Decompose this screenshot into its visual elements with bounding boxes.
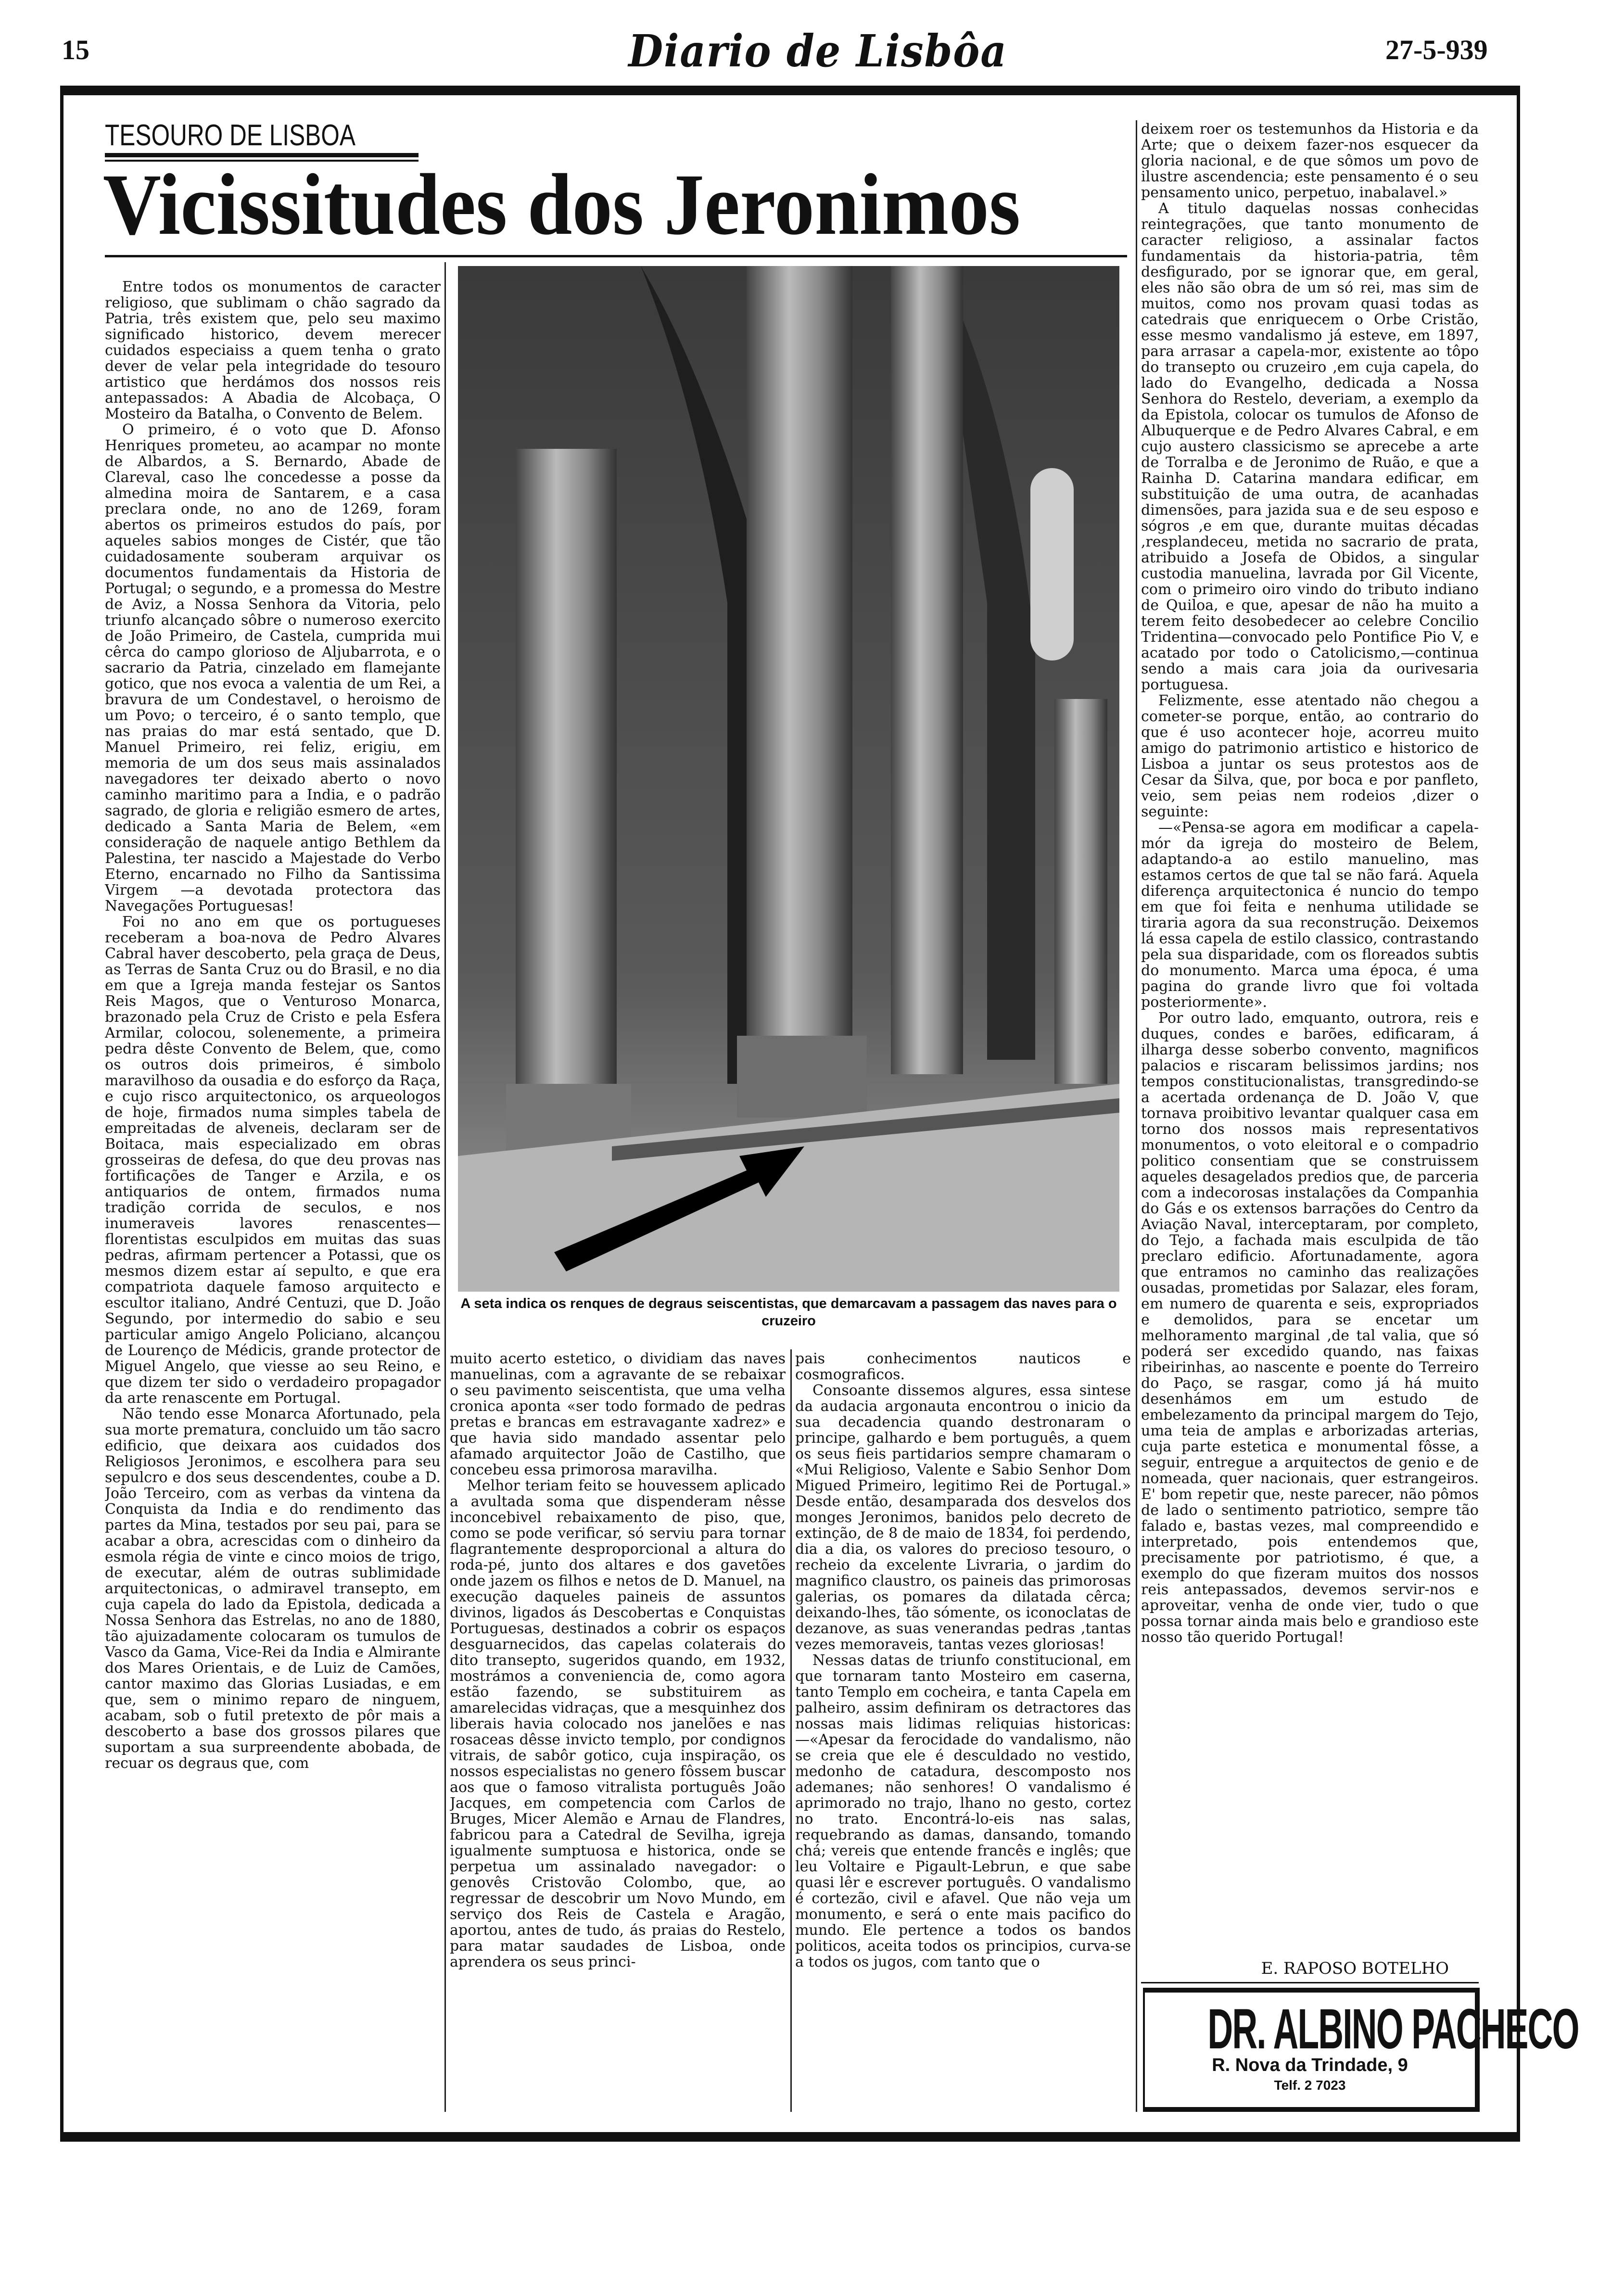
paragraph: Não tendo esse Monarca Afortunado, pela sua morte prematura, concluido um tão sacro edificio, que deixara aos cuidados dos Religiosos Jeronimos, e escolhera para seu sepulcro e dos seus descendentes, coube a D. João Terceiro, com as verbas da vintena da Conquista da India e do rendimento das partes da Mina, testados por seu pai, para se acabar a obra, acrescidas com o dinheiro da esmola régia de vinte e cinco moios de trigo, de executar, além de outras sublimidade arquitectonicas, o admiravel transepto, em cuja capela do lado da Epistola, dedicada a Nossa Senhora das Estrelas, no ano de 1880, tão ajuizadamente colocaram os tumulos de Vasco da Gama, Vice-Rei da India e Almirante dos Mares Orientais, e de Luiz de Camões, cantor maximo das Glorias Lusiadas, e em que, sem o minimo reparo de ninguem, acabam, sob o futil pretexto de pôr mais a descoberto a base dos grossos pilares que suportam a sua surpreendente abobada, de recuar os degraus que, com	[105, 1406, 441, 1772]
paragraph: pais conhecimentos nauticos e cosmograficos.	[795, 1351, 1131, 1383]
column-divider	[1136, 120, 1137, 2112]
ad-rule	[1141, 1982, 1479, 1983]
issue-date: 27-5-939	[1385, 34, 1488, 65]
paragraph: muito acerto estetico, o dividiam das naves manuelinas, com a agravante de se rebaixar o seu pavimento seiscentista, que uma velha cronica aponta «ser todo formado de pedras pretas e brancas em estravagante xadrez» e que havia sido mandado assentar pelo afamado arquitector João de Castilho, que concebeu essa primorosa maravilha.	[450, 1351, 786, 1478]
column-divider	[444, 262, 446, 2112]
page-number: 15	[62, 34, 89, 65]
article-column-2	[450, 1351, 786, 2112]
paragraph: Melhor teriam feito se houvessem aplicado a avultada soma que dispenderam nêsse inconcebivel rebaixamento de piso, que, como se pode verificar, só serviu para tornar flagrantemente desproporcional a altura do roda-pé, junto dos altares e dos gavetões onde jazem os filhos e netos de D. Manuel, na execução daqueles paineis de assuntos divinos, ligados ás Descobertas e Conquistas Portuguesas, destinados a cobrir os espaços desguarnecidos, das capelas colaterais do dito transepto, sugeridos quando, em 1932, mostrámos a conveniencia de, como agora estão fazendo, se substituirem as amarelecidas vidraças, que a mesquinhez dos liberais havia colocado nos janelões e nas rosaceas dêsse invicto templo, por condignos vitrais, de sabôr gotico, cuja inspiração, os nossos especialistas no genero fôssem buscar aos que o famoso vitralista português João Jacques, em competencia com Carlos de Bruges, Micer Alemão e Arnau de Flandres, fabricou para a Catedral de Sevilha, igreja igualmente sumptuosa e historica, onde se perpetua um assinalado navegador: o genovês Cristovão Colombo, que, ao regressar de descobrir um Novo Mundo, em serviço dos Reis de Castela e Aragão, aportou, antes de tudo, ás praias do Restelo, para matar saudades de Lisboa, onde aprendera os seus princi-	[450, 1477, 786, 1970]
article-column-1	[105, 279, 441, 2112]
advertisement-box	[1143, 1988, 1579, 2112]
section-kicker: TESOURO DE LISBOA	[105, 119, 355, 152]
photo-caption: A seta indica os renques de degraus seiscentistas, que demarcavam a passagem das naves para o cruzeiro	[460, 1296, 1117, 1329]
ad-name: DR. ALBINO PACHECO	[1207, 1997, 1579, 2061]
headline: Vicissitudes dos Jeronimos	[103, 156, 1021, 253]
author-signature: E. RAPOSO BOTELHO	[1261, 1959, 1449, 1978]
photo-jeronimos-interior	[458, 266, 1119, 1292]
paragraph: Por outro lado, emquanto, outrora, reis e duques, condes e barões, edificaram, á ilharga desse soberbo convento, magnificos palacios e riscaram belissimos jardins; nos tempos constitucionalistas, transgredindo-se a acertada ordenança de D. João V, que tornava proibitivo levantar qualquer casa em torno dos nossos mais representativos monumentos, o voto eleitoral e o compadrio politico consentiam que se construissem aqueles desagelados predios que, de parceria com a indecorosas instalações da Companhia do Gás e os extensos barrações do Centro da Aviação Naval, interceptaram, por completo, do Tejo, a fachada mais esculpida de tão preclaro edificio. Afortunadamente, agora que entramos no caminho das realizações ousadas, prometidas por Salazar, eles foram, em numero de quarenta e seis, expropriados e demolidos, para se encetar um melhoramento marginal ,de tal valia, que só poderá ser excedido quando, nas faixas ribeirinhas, ao nascente e poente do Terreiro do Paço, se rasgar, como já há muito desenhámos em um estudo de embelezamento da principal margem do Tejo, uma teia de amplas e arborizadas arterias, cuja parte estetica e monumental fôsse, a seguir, entregue a arquitectos de genio e de nomeada, quer nacionais, quer estrangeiros. E' bom repetir que, neste parecer, não pômos de lado o sentimento patriotico, sempre tão falado e, bastas vezes, mal compreendido e interpretado, pois entendemos que, precisamente por patriotismo, é que, a exemplo do que fizeram muitos dos nossos reis antepassados, devemos servir-nos e aproveitar, venha de onde vier, tudo o que possa tornar ainda mais belo e grandioso este nosso tão querido Portugal!	[1141, 1010, 1479, 1646]
masthead: Diario de Lisbôa	[628, 25, 1007, 77]
paragraph: Foi no ano em que os portugueses receberam a boa-nova de Pedro Alvares Cabral haver descoberto, pela graça de Deus, as Terras de Santa Cruz ou do Brasil, e no dia em que a Igreja manda festejar os Santos Reis Magos, que o Venturoso Monarca, brazonado pela Cruz de Cristo e pela Esfera Armilar, colocou, solenemente, a primeira pedra dêste Convento de Belem, que, como os outros dois primeiros, é simbolo maravilhoso da ousadia e do esforço da Raça, e cujo risco arquitectonico, os arqueologos de hoje, firmados numa simples tabela de empreitadas de alveneis, declaram ser de Boitaca, mais especializado em obras grosseiras de defesa, do que deu provas nas fortificações de Tanger e Arzila, e os antiquarios de ontem, firmados numa tradição corrida de seculos, e nos inumeraveis lavores renascentes—florentistas esculpidos em muitas das suas pedras, afirmam pertencer a Potassi, que os mesmos dizem estar aí sepulto, e que era compatriota daquele famoso arquitecto e escultor italiano, André Centuzi, que D. João Segundo, por intermedio do sabio e seu particular amigo Angelo Policiano, alcançou de Lourenço de Médicis, grande protector de Miguel Angelo, que viesse ao seu Reino, e que dizem ter sido o verdadeiro propagador da arte renascente em Portugal.	[105, 914, 441, 1407]
ad-phone: Telf. 2 7023	[1274, 2078, 1346, 2093]
paragraph: O primeiro, é o voto que D. Afonso Henriques prometeu, ao acampar no monte de Albardos, a S. Bernardo, Abade de Clareval, caso lhe concedesse a posse da almedina moira de Santarem, e a casa preclara onde, no ano de 1269, foram abertos os primeiros estudos do país, por aqueles sabios monges de Cistér, que tão cuidadosamente souberam arquivar os documentos fundamentais da Historia de Portugal; o segundo, e a promessa do Mestre de Aviz, a Nossa Senhora da Vitoria, pelo triunfo alcançado sôbre o numeroso exercito de João Primeiro, de Castela, cumprida mui cêrca do campo glorioso de Aljubarrota, e o sacrario da Patria, cinzelado em flamejante gotico, que nos evoca a valentia de um Rei, a bravura de um Condestavel, o heroismo de um Povo; o terceiro, é o santo templo, que nas praias do mar está sentado, que D. Manuel Primeiro, rei feliz, erigiu, em memoria de um dos seus mais assinalados navegadores ter deixado aberto o novo caminho maritimo para a India, e o padrão sagrado, de gloria e religião esmero de artes, dedicado a Santa Maria de Belem, «em consideração de naquele antigo Bethlem da Palestina, ter nascido a Majestade do Verbo Eterno, encarnado no Filho da Santissima Virgem —a devotada protectora das Navegações Portuguesas!	[105, 421, 441, 914]
column-divider	[790, 1349, 792, 2112]
ad-address: R. Nova da Trindade, 9	[1212, 2055, 1408, 2075]
paragraph: Nessas datas de triunfo constitucional, em que tornaram tanto Mosteiro em caserna, tanto Templo em cocheira, e tanta Capela em palheiro, assim definiram os detractores das nossas mais lidimas reliquias historicas:—«Apesar da ferocidade do vandalismo, não se creia que ele é desculdado no vestido, medonho de catadura, descomposto nos ademanes; não senhores! O vandalismo é aprimorado no trajo, lhano no gesto, cortez no trato. Encontrá-lo-eis nas salas, requebrando as damas, dansando, tomando chá; vereis que entende francês e inglês; que leu Voltaire e Pigault-Lebrun, e que sabe quasi lêr e escrever português. O vandalismo é cortezão, civil e afavel. Que não veja um monumento, e será o ente mais pacifico do mundo. Ele pertence a todos os bandos politicos, aceita todos os principios, curva-se a todos os jugos, com tanto que o	[795, 1652, 1131, 1970]
headline-rule	[105, 255, 1127, 257]
paragraph: Felizmente, esse atentado não chegou a cometer-se porque, então, ao contrario do que é uso acontecer hoje, acorreu muito amigo do patrimonio artistico e historico de Lisboa a juntar os seus protestos aos de Cesar da Silva, que, por boca e por panfleto, veio, sem peias nem rodeios ,dizer o seguinte:	[1141, 692, 1479, 820]
paragraph: Consoante dissemos algures, essa sintese da audacia argonauta encontrou o inicio da sua decadencia quando destronaram o principe, galhardo e bem português, a quem os seus fieis partidarios sempre chamaram o «Mui Religioso, Valente e Sabio Senhor Dom Migued Primeiro, legitimo Rei de Portugal.» Desde então, desamparada dos desvelos dos monges Jeronimos, banidos pelo decreto de extinção, de 8 de maio de 1834, foi perdendo, dia a dia, os valores do precioso tesouro, o recheio da excelente Livraria, o jardim do magnifico claustro, os paineis das primorosas galerias, os pomares da dilatada cêrca; deixando-lhes, tão sómente, os iconoclatas de dezanove, as suas venerandas pedras ,tantas vezes memoraveis, tantas vezes gloriosas!	[795, 1382, 1131, 1653]
article-column-3	[795, 1351, 1131, 2112]
paragraph: deixem roer os testemunhos da Historia e da Arte; que o deixem fazer-nos esquecer da gloria nacional, e de que sômos um povo de ilustre ascendencia; este pensamento é o seu pensamento unico, perpetuo, inabalavel.»	[1141, 121, 1479, 201]
paragraph: —«Pensa-se agora em modificar a capela-mór da igreja do mosteiro de Belem, adaptando-a ao estilo manuelino, mas estamos certos de que tal se não fará. Aquela diferença arquitectonica é nuncio do tempo em que foi feita e nenhuma utilidade se tiraria agora da sua reconstrução. Deixemos lá essa capela de estilo classico, contrastando pela sua disparidade, com os floreados subtis do monumento. Marca uma época, é uma pagina do grande livro que foi voltada posteriormente».	[1141, 819, 1479, 1011]
paragraph: A titulo daquelas nossas conhecidas reintegrações, que tanto monumento de caracter religioso, a assinalar factos fundamentais da historia-patria, têm desfigurado, por se ignorar que, em geral, eles não são obra de um só rei, mas sim de muitos, como nos provam quasi todas as catedrais que enriquecem o Orbe Cristão, esse mesmo vandalismo já esteve, em 1897, para arrasar a capela-mor, existente ao tôpo do transepto ou cruzeiro ,em cuja capela, do lado do Evangelho, dedicada a Nossa Senhora do Restelo, deveriam, a exemplo da da Epistola, colocar os tumulos de Afonso de Albuquerque e de Pedro Alvares Cabral, e em cujo austero classicismo se aprecebe a arte de Torralba e de Jeronimo de Ruão, e que a Rainha D. Catarina mandara edificar, em substituição de uma outra, de acanhadas dimensões, para jazida sua e de seu esposo e sógros ,e em que, durante muitas décadas ,resplandeceu, metida no sacrario de prata, atribuido a Josefa de Obidos, a singular custodia manuelina, lavrada por Gil Vicente, com o primeiro oiro vindo do tributo indiano de Quiloa, e que, apesar de não ha muito a terem feito desobedecer ao celebre Concilio Tridentina—convocado pelo Pontifice Pio V, e acatado por todo o Catolicismo,—continua sendo a mais cara joia da ourivesaria portuguesa.	[1141, 200, 1479, 693]
article-column-4	[1141, 121, 1479, 1959]
paragraph: Entre todos os monumentos de caracter religioso, que sublimam o chão sagrado da Patria, três existem que, pelo seu maximo significado historico, devem merecer cuidados especiaiss a quem tenha o grato dever de velar pela integridade do tesouro artistico que herdámos dos nossos reis antepassados: A Abadia de Alcobaça, O Mosteiro da Batalha, o Convento de Belem.	[105, 279, 441, 422]
